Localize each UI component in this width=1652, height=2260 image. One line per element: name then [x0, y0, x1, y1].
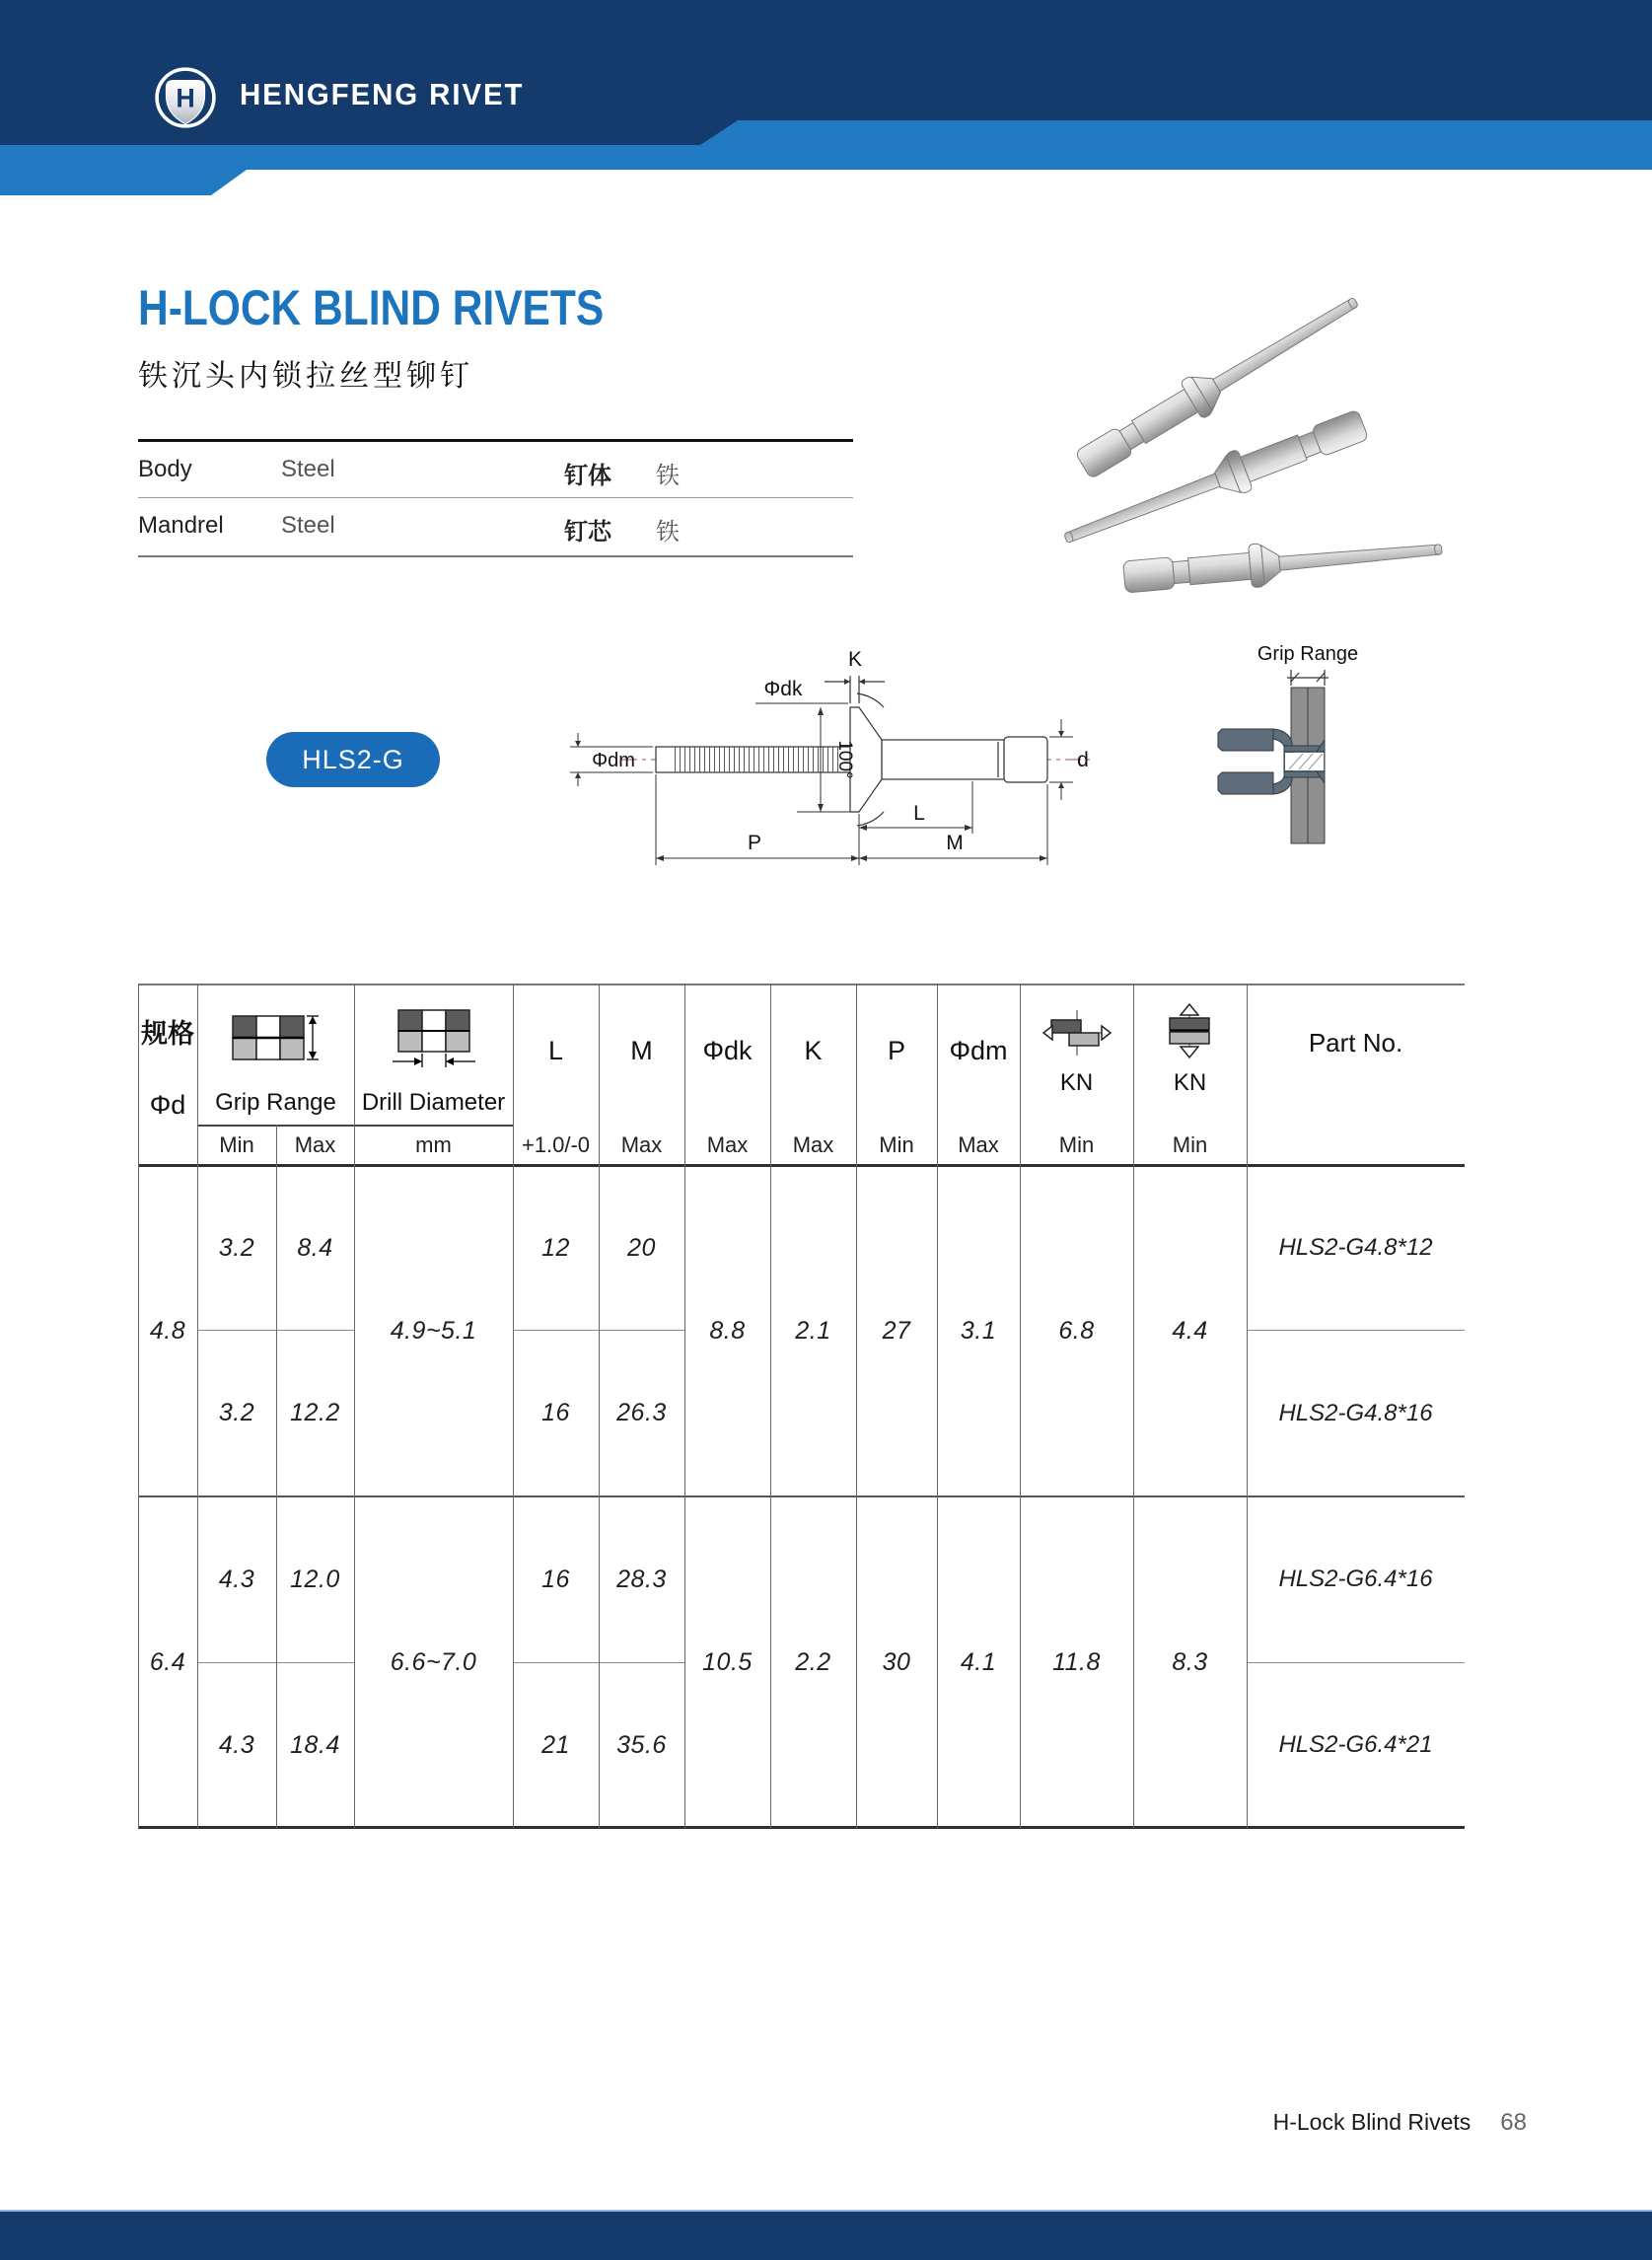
col-header-shear-kn: KN [1059, 1069, 1094, 1096]
grip-range-icon [231, 1010, 322, 1065]
cell-grip-max: 8.4 [297, 1233, 333, 1262]
material-label: Body [138, 456, 192, 482]
col-subheader-l-tol: +1.0/-0 [521, 1132, 591, 1157]
material-value: Steel [281, 456, 335, 482]
col-header-l: L [547, 1035, 564, 1065]
cell-l: 16 [541, 1565, 570, 1593]
dim-label-p: P [747, 832, 762, 854]
col-subheader-k-max: Max [792, 1132, 834, 1157]
cell-l: 21 [541, 1730, 570, 1759]
cell-dk: 8.8 [709, 1317, 746, 1345]
cell-l: 12 [541, 1233, 570, 1262]
material-value-zh: 铁 [656, 519, 680, 546]
shear-strength-icon [1041, 1008, 1113, 1057]
table-top-border [138, 984, 1465, 985]
footer-caption [1085, 2109, 1527, 2137]
dim-label-k: K [847, 648, 863, 671]
cell-grip-min: 3.2 [218, 1399, 255, 1426]
col-header-k: K [804, 1035, 823, 1065]
col-subheader-shear-min: Min [1058, 1132, 1095, 1157]
cell-shear: 6.8 [1058, 1317, 1095, 1345]
material-label: Mandrel [138, 512, 224, 539]
cell-part-no: HLS2-G6.4*16 [1278, 1566, 1433, 1592]
col-header-spec-sym: Φd [149, 1089, 186, 1120]
cell-dm: 4.1 [960, 1647, 997, 1676]
brand-name: HENGFENG RIVET [240, 77, 525, 111]
col-subheader-drill-unit: mm [415, 1132, 452, 1157]
cell-part-no: HLS2-G4.8*12 [1278, 1234, 1433, 1261]
drill-diameter-icon [389, 1008, 479, 1069]
dim-label-d: d [1077, 749, 1089, 771]
cell-part-no: HLS2-G6.4*21 [1278, 1731, 1433, 1758]
col-header-tensile-kn: KN [1173, 1069, 1207, 1096]
tensile-strength-icon [1154, 1000, 1225, 1061]
footer-bar [0, 2210, 1652, 2260]
page-title: H-LOCK BLIND RIVETS [138, 280, 605, 335]
col-subheader-dm-max: Max [958, 1132, 999, 1157]
cell-k: 2.1 [795, 1317, 831, 1345]
divider [138, 439, 853, 442]
rivet-dimension-drawing [562, 646, 1095, 893]
cell-drill: 6.6~7.0 [390, 1647, 477, 1676]
col-header-grip-range: Grip Range [215, 1089, 336, 1116]
cell-tensile: 8.3 [1172, 1647, 1208, 1676]
col-subheader-tensile-min: Min [1172, 1132, 1208, 1157]
model-badge: HLS2-G [266, 732, 440, 787]
cell-tensile: 4.4 [1172, 1317, 1208, 1345]
cell-p: 27 [882, 1317, 911, 1345]
grip-range-illustration [1208, 636, 1405, 863]
col-subheader-p-min: Min [879, 1132, 914, 1157]
footer-page-number: 68 [1500, 2109, 1527, 2136]
header-left-tab [0, 170, 247, 195]
col-subheader-grip-max: Max [294, 1132, 336, 1157]
cell-l: 16 [541, 1399, 570, 1426]
material-label-zh: 钉体 [564, 463, 611, 489]
cell-grip-max: 18.4 [290, 1730, 340, 1759]
cell-m: 20 [627, 1233, 656, 1262]
cell-grip-min: 4.3 [218, 1565, 255, 1593]
material-label-zh: 钉芯 [564, 519, 611, 546]
cell-dk: 10.5 [702, 1647, 753, 1676]
cell-m: 35.6 [616, 1730, 667, 1759]
page-subtitle-zh: 铁沉头内锁拉丝型铆钉 [138, 360, 473, 393]
dim-label-dk: Φdk [763, 678, 803, 700]
col-header-dm: Φdm [949, 1035, 1008, 1065]
material-value: Steel [281, 512, 335, 539]
cell-dm: 3.1 [960, 1317, 997, 1345]
col-subheader-grip-min: Min [219, 1132, 254, 1157]
material-value-zh: 铁 [656, 463, 680, 489]
rivet-product-photo [1036, 256, 1479, 641]
cell-d: 6.4 [149, 1647, 186, 1676]
cell-shear: 11.8 [1052, 1647, 1101, 1676]
grip-range-caption: Grip Range [1257, 643, 1359, 665]
col-header-dk: Φdk [702, 1035, 753, 1065]
company-logo-icon [153, 65, 218, 130]
col-subheader-m-max: Max [620, 1132, 663, 1157]
cell-drill: 4.9~5.1 [390, 1317, 477, 1345]
cell-m: 28.3 [616, 1565, 667, 1593]
col-header-m: M [630, 1035, 653, 1065]
dim-label-l: L [913, 802, 925, 825]
col-header-p: P [887, 1035, 905, 1065]
cell-part-no: HLS2-G4.8*16 [1278, 1399, 1433, 1426]
divider [138, 555, 853, 557]
col-header-spec-zh: 规格 [141, 1018, 194, 1049]
cell-m: 26.3 [616, 1399, 667, 1426]
cell-grip-max: 12.2 [290, 1399, 340, 1426]
cell-grip-max: 12.0 [290, 1565, 340, 1593]
divider [138, 497, 853, 498]
cell-p: 30 [882, 1647, 911, 1676]
cell-grip-min: 3.2 [218, 1233, 255, 1262]
cell-grip-min: 4.3 [218, 1730, 255, 1759]
col-header-part-no: Part No. [1308, 1028, 1403, 1057]
dim-label-angle: 100° [834, 740, 855, 779]
logo-letter: H [176, 83, 195, 113]
col-subheader-dk-max: Max [706, 1132, 749, 1157]
cell-d: 4.8 [149, 1317, 186, 1345]
cell-k: 2.2 [795, 1647, 831, 1676]
dim-label-m: M [946, 832, 964, 854]
footer-section-label: H-Lock Blind Rivets [1272, 2109, 1472, 2135]
dim-label-dm: Φdm [592, 750, 635, 771]
col-header-drill-diameter: Drill Diameter [361, 1089, 506, 1116]
